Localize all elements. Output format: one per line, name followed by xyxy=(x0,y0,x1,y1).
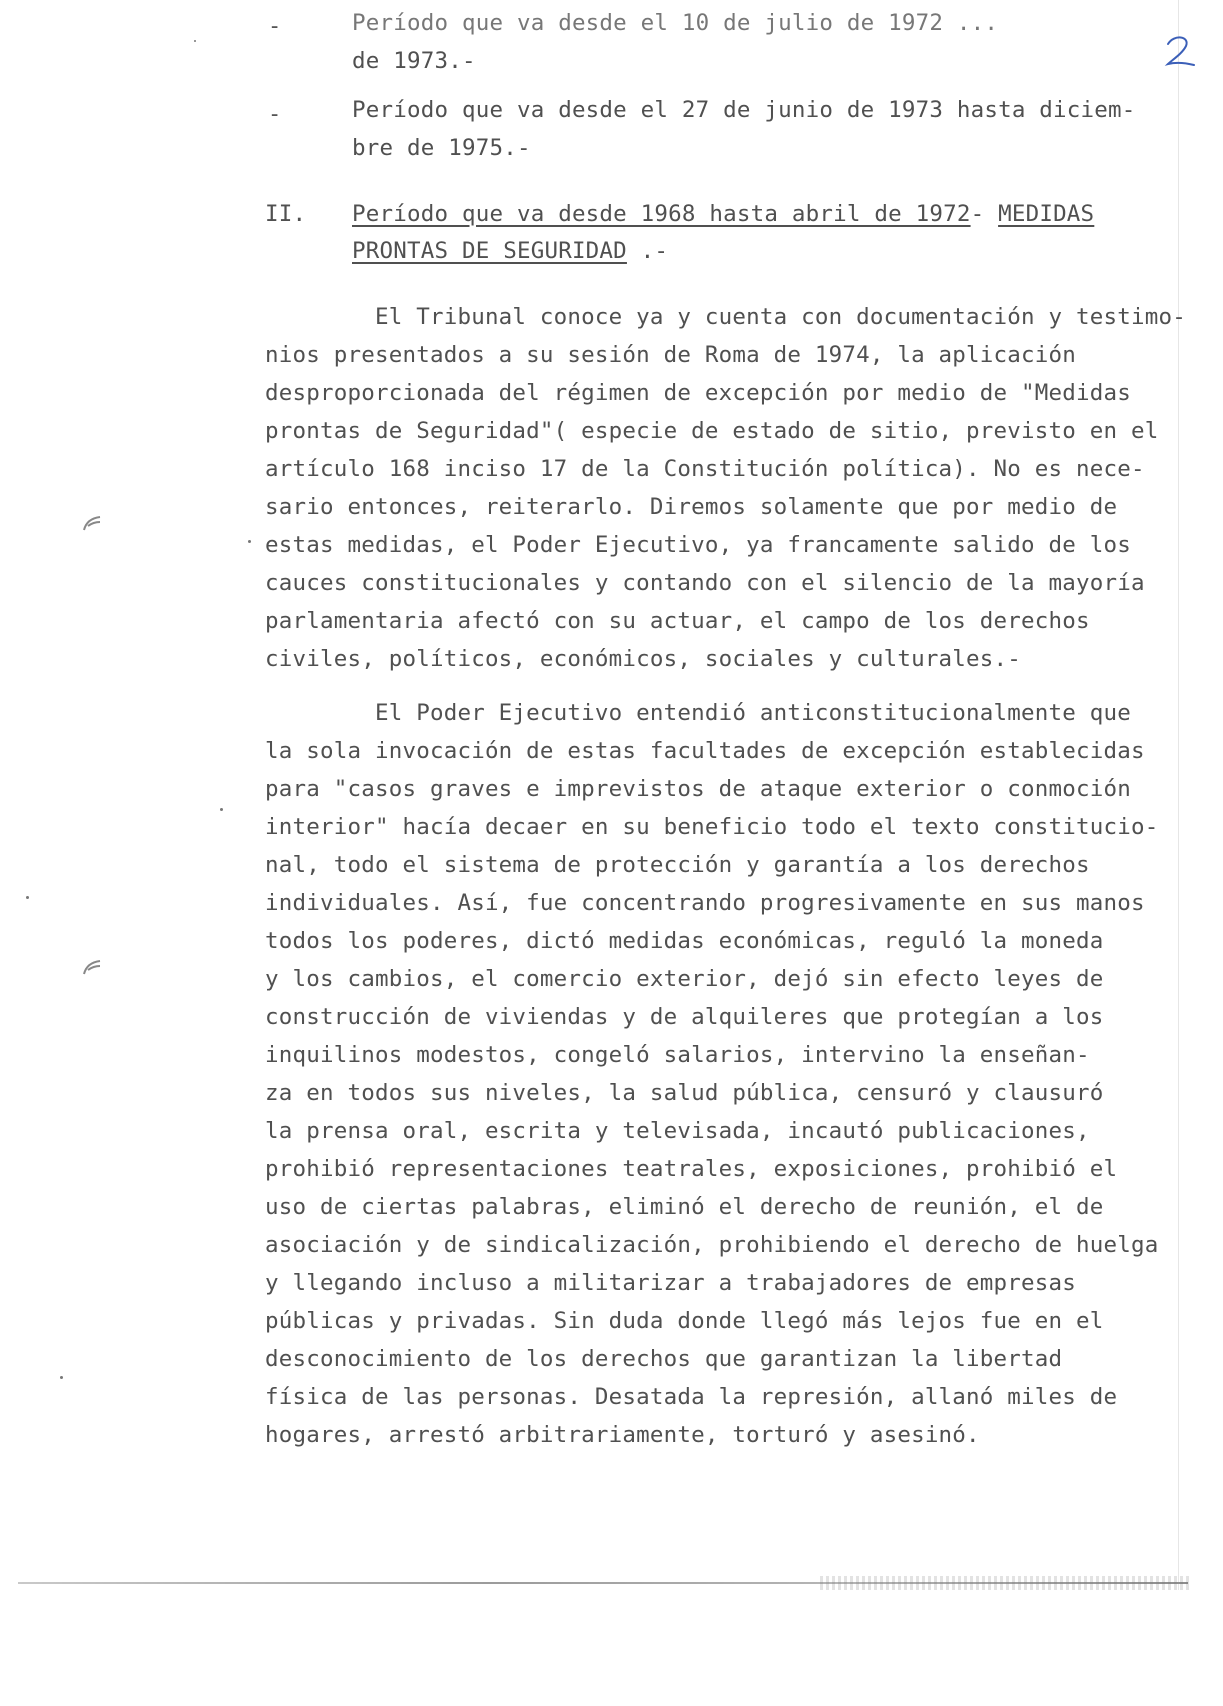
paragraph-2-line: hogares, arrestó arbitrariamente, torturó y asesinó. xyxy=(265,1422,980,1448)
scan-bottom-noise xyxy=(820,1576,1190,1590)
paragraph-2-line: inquilinos modestos, congeló salarios, intervino la enseñan- xyxy=(265,1042,1090,1068)
section-heading-end: .- xyxy=(626,238,669,264)
section-heading-separator: - xyxy=(970,201,999,227)
section-heading-line-2 xyxy=(352,240,668,263)
paragraph-1-line: desproporcionada del régimen de excepción por medio de "Medidas xyxy=(265,380,1132,406)
section-heading-period: Período que va desde 1968 hasta abril de 1972 xyxy=(352,201,971,227)
section-numeral: II. xyxy=(265,201,307,227)
paragraph-2-line: interior" hacía decaer en su beneficio todo el texto constitucio- xyxy=(265,814,1159,840)
paragraph-1-line: sario entonces, reiterarlo. Diremos solamente que por medio de xyxy=(265,494,1118,520)
paragraph-2-line: y llegando incluso a militarizar a trabajadores de empresas xyxy=(265,1270,1077,1296)
paragraph-2-line: para "casos graves e imprevistos de ataque exterior o conmoción xyxy=(265,776,1132,802)
list-item-1-line-2: de 1973.- xyxy=(352,48,476,74)
paragraph-2-line: construcción de viviendas y de alquileres que protegían a los xyxy=(265,1004,1104,1030)
list-item-1-line-1: Período que va desde el 10 de julio de 1972 ... xyxy=(352,10,999,36)
scan-speck xyxy=(26,896,29,899)
handwritten-page-number xyxy=(1160,32,1200,72)
paragraph-2-line: la sola invocación de estas facultades de excepción establecidas xyxy=(265,738,1145,764)
paragraph-2-line: nal, todo el sistema de protección y garantía a los derechos xyxy=(265,852,1090,878)
paragraph-1-line: cauces constitucionales y contando con el silencio de la mayoría xyxy=(265,570,1145,596)
paragraph-2-line: uso de ciertas palabras, eliminó el derecho de reunión, el de xyxy=(265,1194,1104,1220)
section-heading-line-1 xyxy=(352,203,1094,226)
paragraph-2-line: públicas y privadas. Sin duda donde llegó más lejos fue en el xyxy=(265,1308,1104,1334)
paragraph-2-line: individuales. Así, fue concentrando progresivamente en sus manos xyxy=(265,890,1145,916)
scan-mark xyxy=(80,956,104,980)
section-heading-medidas: MEDIDAS xyxy=(998,201,1095,227)
scan-speck xyxy=(194,40,196,42)
paragraph-2-line: prohibió representaciones teatrales, exposiciones, prohibió el xyxy=(265,1156,1118,1182)
section-heading-prontas: PRONTAS DE SEGURIDAD xyxy=(352,238,627,264)
paragraph-2-line: la prensa oral, escrita y televisada, incautó publicaciones, xyxy=(265,1118,1090,1144)
paragraph-1-line: estas medidas, el Poder Ejecutivo, ya francamente salido de los xyxy=(265,532,1132,558)
scan-speck xyxy=(248,540,251,543)
paragraph-1-line: artículo 168 inciso 17 de la Constitución política). No es nece- xyxy=(265,456,1145,482)
list-bullet: - xyxy=(268,102,282,127)
paragraph-1-line: parlamentaria afectó con su actuar, el campo de los derechos xyxy=(265,608,1090,634)
paragraph-1-line: nios presentados a su sesión de Roma de 1974, la aplicación xyxy=(265,342,1077,368)
paragraph-2-line: desconocimiento de los derechos que garantizan la libertad xyxy=(265,1346,1063,1372)
paragraph-2-line: todos los poderes, dictó medidas económicas, reguló la moneda xyxy=(265,928,1104,954)
paragraph-2-line: El Poder Ejecutivo entendió anticonstitucionalmente que xyxy=(265,700,1132,726)
paragraph-2-line: y los cambios, el comercio exterior, dejó sin efecto leyes de xyxy=(265,966,1104,992)
paragraph-2-line: asociación y de sindicalización, prohibiendo el derecho de huelga xyxy=(265,1232,1159,1258)
scan-speck xyxy=(220,808,223,811)
paragraph-1-line: El Tribunal conoce ya y cuenta con documentación y testimo- xyxy=(265,304,1186,330)
scan-mark xyxy=(80,512,104,536)
scan-speck xyxy=(60,1376,63,1379)
list-item-2-line-2: bre de 1975.- xyxy=(352,135,531,161)
paragraph-2-line: física de las personas. Desatada la represión, allanó miles de xyxy=(265,1384,1118,1410)
list-item-2-line-1: Período que va desde el 27 de junio de 1973 hasta diciem- xyxy=(352,97,1136,123)
page-edge-shadow xyxy=(1178,0,1179,1590)
paragraph-2-line: za en todos sus niveles, la salud pública, censuró y clausuró xyxy=(265,1080,1104,1106)
paragraph-1-line: civiles, políticos, económicos, sociales y culturales.- xyxy=(265,646,1022,672)
paragraph-1-line: prontas de Seguridad"( especie de estado de sitio, previsto en el xyxy=(265,418,1159,444)
list-bullet: - xyxy=(268,14,282,39)
